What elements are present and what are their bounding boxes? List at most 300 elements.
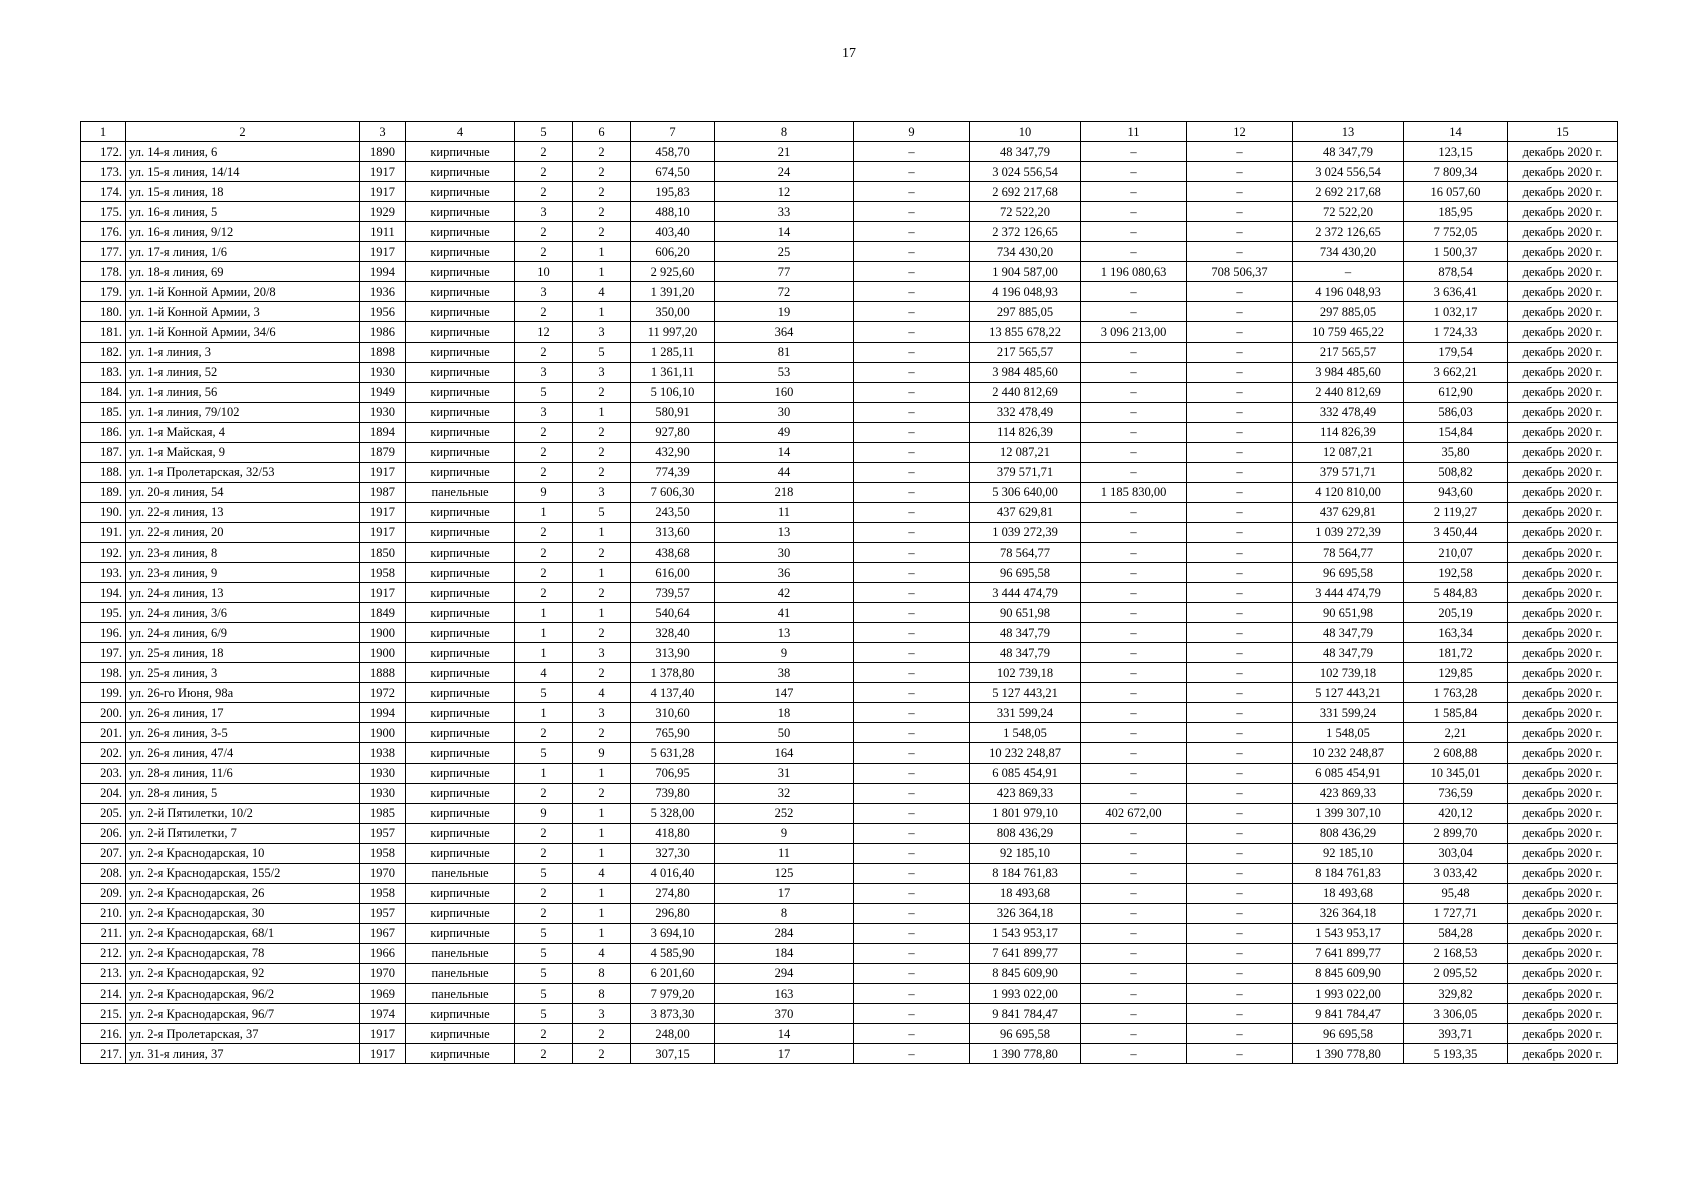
table-cell-col-10: 48 347,79	[970, 142, 1081, 162]
table-cell-col-7: 248,00	[631, 1024, 715, 1044]
table-cell-col-6: 2	[573, 202, 631, 222]
table-cell-col-8: 33	[715, 202, 854, 222]
table-cell-col-1: 189.	[81, 482, 126, 502]
table-cell-col-15: декабрь 2020 г.	[1508, 142, 1618, 162]
table-cell-col-9: –	[854, 1004, 970, 1024]
table-cell-col-9: –	[854, 563, 970, 583]
table-cell-col-4: кирпичные	[406, 743, 515, 763]
table-cell-col-8: 163	[715, 984, 854, 1004]
table-cell-col-12: –	[1187, 142, 1293, 162]
table-cell-col-8: 31	[715, 763, 854, 783]
table-cell-col-11: –	[1081, 783, 1187, 803]
table-row	[81, 843, 1618, 863]
table-cell-col-9: –	[854, 863, 970, 883]
table-cell-col-11: –	[1081, 603, 1187, 623]
table-cell-col-9: –	[854, 282, 970, 302]
table-cell-col-4: кирпичные	[406, 823, 515, 843]
table-cell-col-2: ул. 1-я линия, 52	[126, 362, 360, 382]
table-cell-col-15: декабрь 2020 г.	[1508, 783, 1618, 803]
table-cell-col-2: ул. 22-я линия, 20	[126, 522, 360, 542]
table-cell-col-10: 2 372 126,65	[970, 222, 1081, 242]
table-cell-col-1: 197.	[81, 643, 126, 663]
table-cell-col-1: 203.	[81, 763, 126, 783]
table-cell-col-2: ул. 1-я линия, 3	[126, 342, 360, 362]
table-cell-col-13: 72 522,20	[1293, 202, 1404, 222]
table-cell-col-9: –	[854, 402, 970, 422]
table-cell-col-7: 4 016,40	[631, 863, 715, 883]
table-row	[81, 482, 1618, 502]
table-cell-col-11: –	[1081, 222, 1187, 242]
table-cell-col-3: 1987	[360, 482, 406, 502]
table-cell-col-14: 210,07	[1404, 542, 1508, 562]
table-cell-col-7: 1 378,80	[631, 663, 715, 683]
table-cell-col-6: 2	[573, 1044, 631, 1064]
table-cell-col-2: ул. 2-я Краснодарская, 26	[126, 883, 360, 903]
table-cell-col-1: 174.	[81, 182, 126, 202]
table-cell-col-8: 284	[715, 923, 854, 943]
table-cell-col-2: ул. 25-я линия, 3	[126, 663, 360, 683]
table-cell-col-3: 1986	[360, 322, 406, 342]
table-cell-col-5: 1	[515, 763, 573, 783]
table-cell-col-15: декабрь 2020 г.	[1508, 1004, 1618, 1024]
table-cell-col-3: 1911	[360, 222, 406, 242]
table-cell-col-13: 4 120 810,00	[1293, 482, 1404, 502]
table-cell-col-6: 1	[573, 903, 631, 923]
table-cell-col-6: 2	[573, 382, 631, 402]
table-cell-col-12: –	[1187, 603, 1293, 623]
table-cell-col-5: 5	[515, 1004, 573, 1024]
table-cell-col-1: 216.	[81, 1024, 126, 1044]
table-cell-col-8: 49	[715, 422, 854, 442]
table-cell-col-8: 294	[715, 963, 854, 983]
table-cell-col-8: 19	[715, 302, 854, 322]
table-cell-col-14: 329,82	[1404, 984, 1508, 1004]
table-cell-col-9: –	[854, 923, 970, 943]
table-cell-col-4: кирпичные	[406, 242, 515, 262]
table-row	[81, 222, 1618, 242]
table-cell-col-9: –	[854, 382, 970, 402]
table-cell-col-4: кирпичные	[406, 703, 515, 723]
table-row	[81, 923, 1618, 943]
column-number-1: 1	[81, 122, 126, 142]
table-cell-col-4: кирпичные	[406, 202, 515, 222]
table-cell-col-14: 3 033,42	[1404, 863, 1508, 883]
table-cell-col-3: 1956	[360, 302, 406, 322]
table-cell-col-2: ул. 1-я линия, 56	[126, 382, 360, 402]
table-cell-col-7: 1 361,11	[631, 362, 715, 382]
table-cell-col-6: 1	[573, 803, 631, 823]
table-cell-col-9: –	[854, 142, 970, 162]
column-number-4: 4	[406, 122, 515, 142]
table-cell-col-12: –	[1187, 282, 1293, 302]
table-cell-col-5: 2	[515, 342, 573, 362]
table-cell-col-1: 208.	[81, 863, 126, 883]
table-cell-col-11: –	[1081, 362, 1187, 382]
table-cell-col-15: декабрь 2020 г.	[1508, 502, 1618, 522]
table-cell-col-4: кирпичные	[406, 522, 515, 542]
table-row	[81, 362, 1618, 382]
table-cell-col-4: кирпичные	[406, 302, 515, 322]
table-cell-col-15: декабрь 2020 г.	[1508, 703, 1618, 723]
table-cell-col-6: 1	[573, 402, 631, 422]
table-cell-col-4: кирпичные	[406, 422, 515, 442]
table-cell-col-13: 12 087,21	[1293, 442, 1404, 462]
table-cell-col-1: 179.	[81, 282, 126, 302]
table-cell-col-12: –	[1187, 1044, 1293, 1064]
table-cell-col-9: –	[854, 162, 970, 182]
table-cell-col-9: –	[854, 763, 970, 783]
table-cell-col-11: –	[1081, 843, 1187, 863]
table-cell-col-7: 328,40	[631, 623, 715, 643]
table-cell-col-15: декабрь 2020 г.	[1508, 1044, 1618, 1064]
table-cell-col-4: кирпичные	[406, 222, 515, 242]
table-cell-col-1: 187.	[81, 442, 126, 462]
table-cell-col-1: 205.	[81, 803, 126, 823]
table-cell-col-11: –	[1081, 943, 1187, 963]
table-cell-col-1: 177.	[81, 242, 126, 262]
table-cell-col-14: 2,21	[1404, 723, 1508, 743]
column-number-8: 8	[715, 122, 854, 142]
table-cell-col-11: 402 672,00	[1081, 803, 1187, 823]
table-cell-col-10: 13 855 678,22	[970, 322, 1081, 342]
table-cell-col-12: –	[1187, 923, 1293, 943]
table-cell-col-15: декабрь 2020 г.	[1508, 683, 1618, 703]
table-cell-col-11: –	[1081, 242, 1187, 262]
table-cell-col-10: 4 196 048,93	[970, 282, 1081, 302]
table-cell-col-3: 1900	[360, 643, 406, 663]
table-cell-col-8: 30	[715, 542, 854, 562]
table-cell-col-14: 1 032,17	[1404, 302, 1508, 322]
table-cell-col-14: 2 608,88	[1404, 743, 1508, 763]
table-cell-col-11: –	[1081, 903, 1187, 923]
table-cell-col-13: 331 599,24	[1293, 703, 1404, 723]
table-cell-col-5: 2	[515, 903, 573, 923]
table-cell-col-3: 1972	[360, 683, 406, 703]
table-body	[81, 122, 1618, 1064]
table-cell-col-8: 38	[715, 663, 854, 683]
table-cell-col-13: 48 347,79	[1293, 623, 1404, 643]
table-cell-col-14: 1 724,33	[1404, 322, 1508, 342]
table-row	[81, 342, 1618, 362]
table-cell-col-4: кирпичные	[406, 643, 515, 663]
table-cell-col-13: 326 364,18	[1293, 903, 1404, 923]
table-cell-col-11: 1 185 830,00	[1081, 482, 1187, 502]
table-cell-col-5: 2	[515, 542, 573, 562]
table-cell-col-4: кирпичные	[406, 843, 515, 863]
table-cell-col-2: ул. 2-я Краснодарская, 30	[126, 903, 360, 923]
table-cell-col-13: 1 390 778,80	[1293, 1044, 1404, 1064]
table-cell-col-10: 326 364,18	[970, 903, 1081, 923]
table-cell-col-12: –	[1187, 883, 1293, 903]
table-cell-col-9: –	[854, 803, 970, 823]
table-cell-col-7: 274,80	[631, 883, 715, 903]
column-number-3: 3	[360, 122, 406, 142]
table-cell-col-3: 1879	[360, 442, 406, 462]
table-cell-col-7: 739,57	[631, 583, 715, 603]
table-cell-col-15: декабрь 2020 г.	[1508, 923, 1618, 943]
table-cell-col-13: 4 196 048,93	[1293, 282, 1404, 302]
table-cell-col-9: –	[854, 442, 970, 462]
table-cell-col-15: декабрь 2020 г.	[1508, 182, 1618, 202]
table-cell-col-8: 14	[715, 222, 854, 242]
table-cell-col-8: 17	[715, 883, 854, 903]
table-cell-col-14: 1 763,28	[1404, 683, 1508, 703]
table-cell-col-3: 1850	[360, 542, 406, 562]
housing-register-table	[80, 121, 1618, 1064]
table-cell-col-11: –	[1081, 763, 1187, 783]
table-cell-col-12: –	[1187, 202, 1293, 222]
table-cell-col-3: 1970	[360, 963, 406, 983]
table-cell-col-9: –	[854, 182, 970, 202]
table-cell-col-9: –	[854, 643, 970, 663]
table-cell-col-9: –	[854, 943, 970, 963]
table-cell-col-12: –	[1187, 723, 1293, 743]
table-cell-col-9: –	[854, 342, 970, 362]
table-row	[81, 422, 1618, 442]
table-cell-col-6: 1	[573, 563, 631, 583]
table-cell-col-3: 1917	[360, 162, 406, 182]
table-cell-col-3: 1957	[360, 823, 406, 843]
table-cell-col-2: ул. 2-я Краснодарская, 96/2	[126, 984, 360, 1004]
table-cell-col-11: –	[1081, 963, 1187, 983]
table-cell-col-15: декабрь 2020 г.	[1508, 262, 1618, 282]
table-cell-col-8: 36	[715, 563, 854, 583]
table-cell-col-3: 1994	[360, 703, 406, 723]
table-cell-col-10: 379 571,71	[970, 462, 1081, 482]
table-cell-col-3: 1917	[360, 1044, 406, 1064]
table-cell-col-4: кирпичные	[406, 442, 515, 462]
table-cell-col-3: 1900	[360, 723, 406, 743]
table-cell-col-5: 2	[515, 723, 573, 743]
table-cell-col-12: –	[1187, 462, 1293, 482]
table-cell-col-2: ул. 2-я Краснодарская, 155/2	[126, 863, 360, 883]
table-cell-col-2: ул. 26-я линия, 47/4	[126, 743, 360, 763]
table-cell-col-5: 2	[515, 462, 573, 482]
table-cell-col-7: 4 137,40	[631, 683, 715, 703]
table-row	[81, 863, 1618, 883]
table-cell-col-6: 3	[573, 362, 631, 382]
table-cell-col-3: 1949	[360, 382, 406, 402]
table-cell-col-9: –	[854, 1044, 970, 1064]
table-cell-col-3: 1917	[360, 502, 406, 522]
table-cell-col-12: –	[1187, 783, 1293, 803]
table-cell-col-10: 297 885,05	[970, 302, 1081, 322]
table-cell-col-12: –	[1187, 903, 1293, 923]
table-cell-col-4: панельные	[406, 863, 515, 883]
table-cell-col-8: 125	[715, 863, 854, 883]
table-cell-col-15: декабрь 2020 г.	[1508, 984, 1618, 1004]
table-cell-col-15: декабрь 2020 г.	[1508, 643, 1618, 663]
table-cell-col-2: ул. 26-я линия, 3-5	[126, 723, 360, 743]
table-cell-col-14: 420,12	[1404, 803, 1508, 823]
table-cell-col-6: 2	[573, 583, 631, 603]
table-cell-col-8: 13	[715, 623, 854, 643]
table-cell-col-6: 3	[573, 703, 631, 723]
table-cell-col-4: кирпичные	[406, 803, 515, 823]
table-cell-col-14: 393,71	[1404, 1024, 1508, 1044]
column-number-7: 7	[631, 122, 715, 142]
table-cell-col-3: 1917	[360, 242, 406, 262]
table-cell-col-14: 205,19	[1404, 603, 1508, 623]
table-cell-col-14: 7 809,34	[1404, 162, 1508, 182]
table-cell-col-15: декабрь 2020 г.	[1508, 563, 1618, 583]
table-cell-col-3: 1898	[360, 342, 406, 362]
table-cell-col-7: 540,64	[631, 603, 715, 623]
table-cell-col-14: 3 450,44	[1404, 522, 1508, 542]
table-cell-col-7: 580,91	[631, 402, 715, 422]
table-cell-col-10: 9 841 784,47	[970, 1004, 1081, 1024]
table-cell-col-6: 4	[573, 943, 631, 963]
table-cell-col-4: кирпичные	[406, 1024, 515, 1044]
table-cell-col-14: 2 899,70	[1404, 823, 1508, 843]
table-cell-col-11: –	[1081, 442, 1187, 462]
table-cell-col-12: 708 506,37	[1187, 262, 1293, 282]
table-cell-col-13: 90 651,98	[1293, 603, 1404, 623]
table-cell-col-1: 195.	[81, 603, 126, 623]
table-cell-col-9: –	[854, 663, 970, 683]
table-cell-col-4: кирпичные	[406, 322, 515, 342]
table-cell-col-10: 10 232 248,87	[970, 743, 1081, 763]
table-cell-col-10: 12 087,21	[970, 442, 1081, 462]
table-row	[81, 162, 1618, 182]
table-cell-col-10: 437 629,81	[970, 502, 1081, 522]
table-cell-col-10: 1 904 587,00	[970, 262, 1081, 282]
table-cell-col-7: 438,68	[631, 542, 715, 562]
table-cell-col-3: 1974	[360, 1004, 406, 1024]
table-cell-col-13: 78 564,77	[1293, 542, 1404, 562]
table-cell-col-3: 1969	[360, 984, 406, 1004]
table-cell-col-13: 1 548,05	[1293, 723, 1404, 743]
table-cell-col-7: 5 106,10	[631, 382, 715, 402]
table-cell-col-7: 350,00	[631, 302, 715, 322]
table-cell-col-2: ул. 16-я линия, 5	[126, 202, 360, 222]
table-cell-col-11: –	[1081, 542, 1187, 562]
table-cell-col-14: 508,82	[1404, 462, 1508, 482]
table-cell-col-7: 1 285,11	[631, 342, 715, 362]
table-cell-col-7: 5 328,00	[631, 803, 715, 823]
table-cell-col-6: 2	[573, 162, 631, 182]
table-cell-col-8: 12	[715, 182, 854, 202]
table-cell-col-7: 6 201,60	[631, 963, 715, 983]
table-cell-col-8: 184	[715, 943, 854, 963]
table-cell-col-6: 1	[573, 302, 631, 322]
table-cell-col-15: декабрь 2020 г.	[1508, 943, 1618, 963]
table-cell-col-15: декабрь 2020 г.	[1508, 422, 1618, 442]
table-cell-col-10: 423 869,33	[970, 783, 1081, 803]
table-cell-col-4: кирпичные	[406, 182, 515, 202]
table-cell-col-11: –	[1081, 1004, 1187, 1024]
table-cell-col-5: 2	[515, 162, 573, 182]
table-cell-col-15: декабрь 2020 г.	[1508, 803, 1618, 823]
table-cell-col-6: 2	[573, 1024, 631, 1044]
table-cell-col-4: кирпичные	[406, 142, 515, 162]
table-cell-col-9: –	[854, 683, 970, 703]
table-cell-col-9: –	[854, 783, 970, 803]
table-cell-col-2: ул. 2-я Краснодарская, 96/7	[126, 1004, 360, 1024]
table-row	[81, 282, 1618, 302]
table-cell-col-11: –	[1081, 683, 1187, 703]
table-cell-col-13: 92 185,10	[1293, 843, 1404, 863]
table-cell-col-4: кирпичные	[406, 583, 515, 603]
table-cell-col-15: декабрь 2020 г.	[1508, 843, 1618, 863]
table-cell-col-5: 2	[515, 1044, 573, 1064]
table-cell-col-15: декабрь 2020 г.	[1508, 442, 1618, 462]
table-cell-col-5: 1	[515, 643, 573, 663]
table-cell-col-9: –	[854, 963, 970, 983]
table-row	[81, 583, 1618, 603]
table-cell-col-14: 5 193,35	[1404, 1044, 1508, 1064]
table-cell-col-7: 488,10	[631, 202, 715, 222]
table-cell-col-15: декабрь 2020 г.	[1508, 402, 1618, 422]
table-cell-col-12: –	[1187, 743, 1293, 763]
table-cell-col-8: 44	[715, 462, 854, 482]
table-cell-col-8: 21	[715, 142, 854, 162]
table-cell-col-3: 1917	[360, 462, 406, 482]
table-cell-col-8: 24	[715, 162, 854, 182]
table-cell-col-4: кирпичные	[406, 502, 515, 522]
table-cell-col-15: декабрь 2020 г.	[1508, 162, 1618, 182]
table-cell-col-6: 2	[573, 442, 631, 462]
table-cell-col-12: –	[1187, 362, 1293, 382]
table-cell-col-12: –	[1187, 623, 1293, 643]
table-cell-col-6: 2	[573, 182, 631, 202]
table-cell-col-2: ул. 1-я Пролетарская, 32/53	[126, 462, 360, 482]
table-cell-col-1: 206.	[81, 823, 126, 843]
table-cell-col-2: ул. 2-й Пятилетки, 7	[126, 823, 360, 843]
table-cell-col-5: 2	[515, 522, 573, 542]
table-cell-col-12: –	[1187, 583, 1293, 603]
table-cell-col-10: 114 826,39	[970, 422, 1081, 442]
table-cell-col-14: 2 095,52	[1404, 963, 1508, 983]
table-cell-col-2: ул. 16-я линия, 9/12	[126, 222, 360, 242]
table-cell-col-13: 2 692 217,68	[1293, 182, 1404, 202]
table-cell-col-4: кирпичные	[406, 362, 515, 382]
table-cell-col-1: 188.	[81, 462, 126, 482]
table-cell-col-1: 181.	[81, 322, 126, 342]
table-row	[81, 302, 1618, 322]
table-cell-col-10: 92 185,10	[970, 843, 1081, 863]
table-cell-col-10: 331 599,24	[970, 703, 1081, 723]
table-cell-col-15: декабрь 2020 г.	[1508, 542, 1618, 562]
table-cell-col-10: 217 565,57	[970, 342, 1081, 362]
table-cell-col-14: 129,85	[1404, 663, 1508, 683]
table-cell-col-7: 3 873,30	[631, 1004, 715, 1024]
table-cell-col-2: ул. 2-я Краснодарская, 10	[126, 843, 360, 863]
table-cell-col-4: кирпичные	[406, 1044, 515, 1064]
table-row	[81, 182, 1618, 202]
table-cell-col-14: 181,72	[1404, 643, 1508, 663]
table-cell-col-4: кирпичные	[406, 923, 515, 943]
table-cell-col-15: декабрь 2020 г.	[1508, 242, 1618, 262]
table-cell-col-4: кирпичные	[406, 542, 515, 562]
table-cell-col-9: –	[854, 723, 970, 743]
table-cell-col-5: 2	[515, 182, 573, 202]
table-cell-col-8: 8	[715, 903, 854, 923]
table-cell-col-9: –	[854, 302, 970, 322]
table-cell-col-7: 765,90	[631, 723, 715, 743]
table-cell-col-5: 2	[515, 583, 573, 603]
table-cell-col-8: 147	[715, 683, 854, 703]
table-cell-col-8: 81	[715, 342, 854, 362]
table-cell-col-10: 8 184 761,83	[970, 863, 1081, 883]
table-cell-col-10: 78 564,77	[970, 542, 1081, 562]
table-cell-col-15: декабрь 2020 г.	[1508, 302, 1618, 322]
table-cell-col-15: декабрь 2020 г.	[1508, 282, 1618, 302]
table-cell-col-14: 3 306,05	[1404, 1004, 1508, 1024]
table-row	[81, 262, 1618, 282]
table-cell-col-10: 6 085 454,91	[970, 763, 1081, 783]
table-cell-col-5: 5	[515, 943, 573, 963]
